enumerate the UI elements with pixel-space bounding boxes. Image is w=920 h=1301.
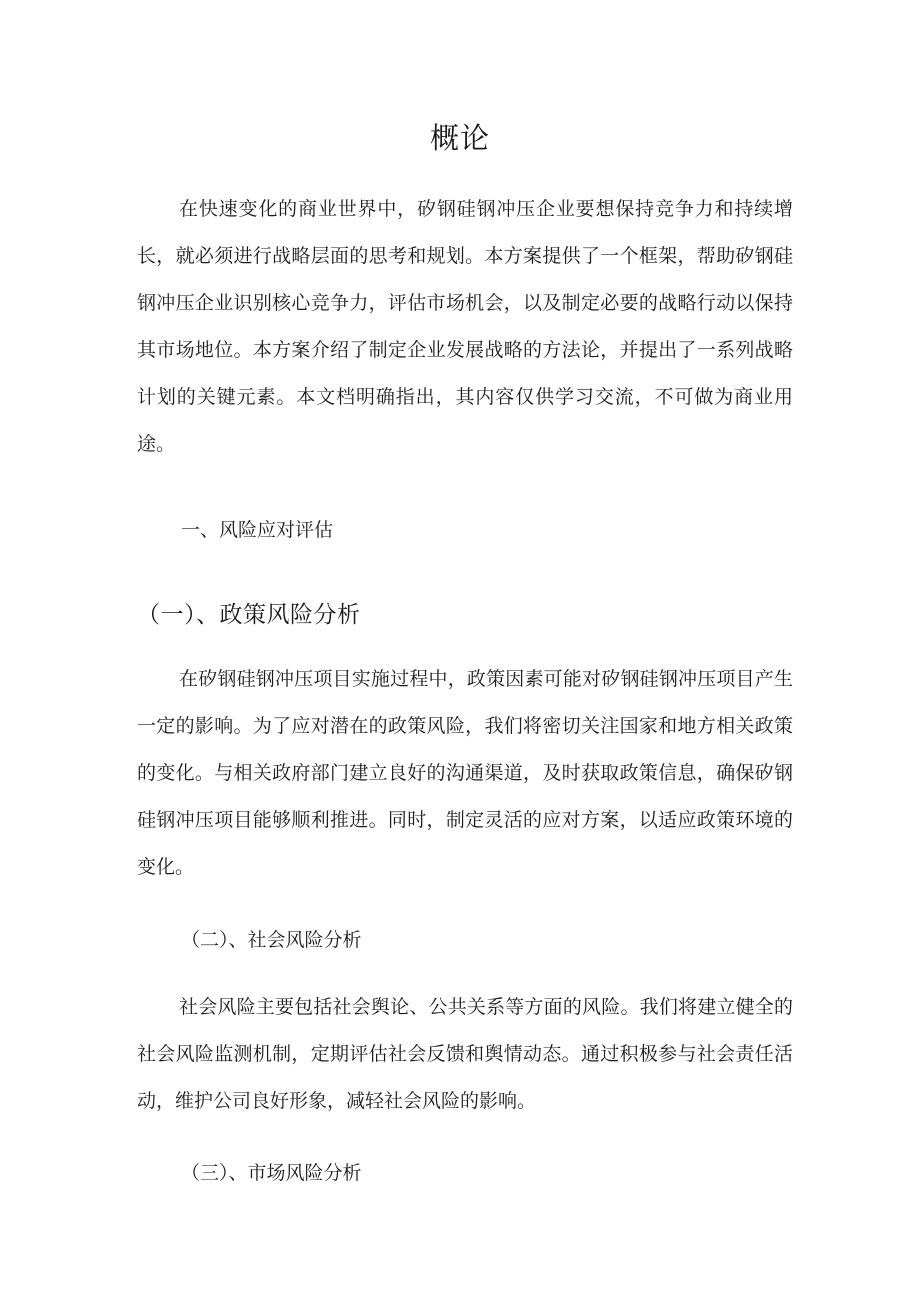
social-risk-paragraph: 社会风险主要包括社会舆论、公共关系等方面的风险。我们将建立健全的社会风险监测机制，定期评估社会反馈和舆情动态。通过积极参与社会责任活动，维护公司良好形象，减轻社会风险的影响。 <box>137 996 793 1112</box>
subsection-heading-policy-risk: （一）、政策风险分析 <box>137 602 361 628</box>
policy-risk-paragraph: 在矽钢硅钢冲压项目实施过程中，政策因素可能对矽钢硅钢冲压项目产生一定的影响。为了应对潜在的政策风险，我们将密切关注国家和地方相关政策的变化。与相关政府部门建立良好的沟通渠道，及时获取政策信息，确保矽钢硅钢冲压项目能够顺利推进。同时，制定灵活的应对方案，以适应政策环境的变化。 <box>137 668 793 878</box>
subsection-heading-social-risk: （二）、社会风险分析 <box>181 929 362 951</box>
intro-paragraph: 在快速变化的商业世界中，矽钢硅钢冲压企业要想保持竞争力和持续增长，就必须进行战略层面的思考和规划。本方案提供了一个框架，帮助矽钢硅钢冲压企业识别核心竞争力，评估市场机会，以及制定必要的战略行动以保持其市场地位。本方案介绍了制定企业发展战略的方法论，并提出了一系列战略计划的关键元素。本文档明确指出，其内容仅供学习交流，不可做为商业用途。 <box>137 198 793 455</box>
subsection-heading-market-risk: （三）、市场风险分析 <box>181 1162 362 1184</box>
section-heading-risk-assessment: 一、风险应对评估 <box>181 519 334 541</box>
page-title: 概论 <box>429 121 490 155</box>
